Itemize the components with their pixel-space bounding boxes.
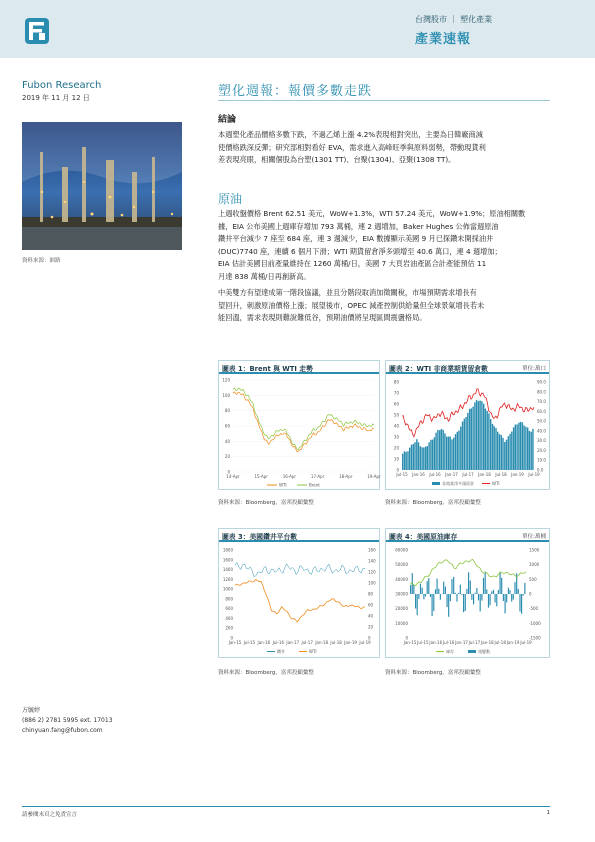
chart-2-bar: [504, 442, 505, 470]
chart-1-legend-wti: WTI: [279, 482, 287, 488]
chart-2-bar: [435, 433, 436, 470]
chart-2-bar: [423, 448, 424, 471]
chart-2-legend-wti: WTI: [492, 481, 500, 486]
chart-2-bar: [492, 424, 493, 470]
chart-4-bar: [524, 583, 525, 594]
chart-2-bar: [502, 438, 503, 470]
oil-paragraph-1: 上週收盤價格 Brent 62.51 美元，WoW+1.3%，WTI 57.24 美元，WoW+1.9%；原油相關數 據，EIA 公布美國上週庫存增加 793 萬桶，連 2 週增加，Baker Hughes 公佈當週原油 鑽井平台減少 7 座至 684 座，連 3 週減少，EIA 數據顯示美國 9 月已探鑽未開採油井 (DUC)7740 座，連續 6 個月下滑；WTI 期貨留倉淨多頭增至 40.6 萬口，連 4 週增加； EIA 估計美國目前產量維持在 1260 萬桶/日，美國 7 大頁岩油產區合計產能預估 11 月達 838 萬桶/日再創新高。: [218, 209, 526, 281]
chart-4-bar: [496, 594, 497, 606]
chart-2-bar: [518, 423, 519, 470]
chart-4-ytick-right: -1000: [529, 620, 541, 626]
chart-2-bar: [467, 413, 468, 470]
chart-4-bar: [417, 594, 418, 615]
chart-4-bar: [437, 579, 438, 594]
chart-2-bar: [516, 424, 517, 470]
chart-2-bar: [448, 437, 449, 470]
chart-2-legend-bar: 非商業淨多頭留倉: [442, 481, 474, 486]
chart-3-xtick: Jul-15: [243, 640, 256, 645]
chart-4-ytick-left: 30000: [395, 591, 408, 597]
analyst-name: 方毓婷: [22, 707, 41, 714]
chart-2-ytick-left: 30: [393, 434, 399, 440]
chart-4-xtick: Jan-18: [480, 640, 494, 645]
chart-4-bar: [481, 594, 482, 601]
chart-3-title: 圖表 3：美國鑽井平台數: [222, 533, 298, 541]
chart-2-bar: [444, 433, 445, 470]
refinery-photo: [22, 122, 182, 250]
chart-1-ytick: 80: [224, 408, 230, 414]
chart-4-bar: [470, 581, 471, 594]
chart-2-ytick-left: 20: [393, 445, 399, 451]
chart-2-bar: [490, 419, 491, 470]
chart-2-bar: [427, 446, 428, 470]
chart-2-bar: [483, 404, 484, 470]
chart-2-bar: [465, 417, 466, 470]
chart-4-ytick-left: 60000: [395, 547, 408, 553]
chart-4-bar: [415, 594, 416, 609]
chart-2-bar: [421, 447, 422, 470]
chart-2-xtick: Jul-18: [495, 472, 507, 477]
chart-4-bar: [483, 578, 484, 594]
chart-3-xtick: Jul-19: [359, 640, 371, 645]
report-date: 2019 年 11 月 12 日: [22, 94, 90, 102]
chart-4-ytick-right: -500: [529, 606, 539, 612]
disclaimer-note: 請參閱末頁之免責宣言: [22, 812, 78, 818]
chart-1-title: 圖表 1：Brent 與 WTI 走勢: [222, 365, 313, 373]
chart-2-bar: [457, 432, 458, 470]
chart-2-bar: [506, 440, 507, 470]
chart-4-ytick-left: 50000: [395, 562, 408, 568]
chart-4-bar: [461, 594, 462, 595]
chart-2-ytick-right: 20.0: [537, 447, 546, 453]
chart-4-xtick: Jan-17: [455, 640, 468, 645]
chart-2-bar: [469, 409, 470, 470]
chart-4-legend-inv: 庫存: [446, 649, 454, 654]
conclusion-heading: 結論: [218, 115, 237, 125]
chart-2-ytick-left: 70: [393, 390, 399, 396]
chart-4-xtick: Jul-17: [468, 640, 481, 645]
chart-2: [385, 360, 550, 490]
chart-4-bar: [511, 594, 512, 602]
chart-4-bar: [422, 588, 423, 594]
chart-4-bar: [473, 594, 474, 604]
chart-4-bar: [433, 594, 434, 611]
chart-4-ytick-right: -1500: [529, 635, 541, 641]
chart-2-bar: [527, 428, 528, 471]
chart-2-bar: [413, 444, 414, 470]
chart-2-bar: [474, 402, 475, 470]
chart-2-bar: [531, 432, 532, 470]
chart-4-bar: [500, 572, 501, 594]
chart-4-bar: [438, 589, 439, 594]
chart-4-bar: [443, 582, 444, 594]
chart-2-bar: [513, 427, 514, 470]
page-title: 塑化週報：報價多數走跌: [218, 84, 373, 99]
chart-2-ytick-left: 80: [393, 379, 399, 385]
chart-4-unit: 單位:萬桶: [522, 534, 546, 540]
chart-1-ytick: 120: [222, 377, 230, 383]
chart-2-ytick-right: 0.0: [537, 467, 544, 473]
chart-3: [218, 528, 380, 658]
chart-4-bar: [458, 593, 459, 594]
chart-4-ytick-right: 0: [529, 591, 532, 597]
chart-3-series-rigs: [235, 563, 365, 577]
chart-1-xtick: 14-Apr: [226, 474, 240, 479]
chart-2-bar: [446, 437, 447, 470]
chart-3-ytick-left: 200: [225, 625, 233, 631]
chart-2-bar: [478, 401, 479, 470]
chart-2-xtick: Jan-19: [511, 472, 524, 477]
chart-2-bar: [411, 445, 412, 470]
chart-2-xtick: Jul-16: [429, 472, 441, 477]
chart-1-xtick: 18-Apr: [339, 474, 353, 479]
chart-3-plot: [219, 544, 379, 658]
chart-4-bar: [471, 594, 472, 600]
chart-2-bar: [409, 448, 410, 470]
chart-4-bar: [468, 572, 469, 594]
chart-4-ytick-right: 500: [529, 576, 537, 582]
chart-2-bar: [476, 400, 477, 470]
chart-3-xtick: Jul-17: [301, 640, 313, 645]
chart-2-source: 資料來源：Bloomberg，富邦投顧彙整: [385, 500, 481, 506]
chart-1: [218, 360, 380, 490]
fubon-logo-icon: [22, 16, 52, 46]
chart-4-legend-chg-swatch: [468, 650, 476, 653]
analyst-email[interactable]: chinyuan.fang@fubon.com: [22, 727, 103, 734]
chart-2-bar: [509, 434, 510, 470]
chart-4-bar: [478, 594, 479, 600]
chart-4-xtick: Jul-18: [494, 640, 506, 645]
chart-3-ytick-right: 40: [368, 613, 374, 619]
chart-2-bar: [441, 429, 442, 470]
chart-1-xtick: 15-Apr: [254, 474, 268, 479]
chart-4-bar: [518, 589, 519, 594]
chart-4-xtick: Jan-16: [429, 640, 443, 645]
chart-4-bar: [493, 590, 494, 594]
chart-4-xtick: Jan-19: [506, 640, 520, 645]
chart-3-ytick-left: 400: [225, 615, 233, 621]
chart-1-xtick: 16-Apr: [282, 474, 297, 479]
chart-2-bar: [523, 426, 524, 471]
chart-4-bar: [503, 594, 504, 601]
analyst-phone: (886 2) 2781 5995 ext. 17013: [22, 717, 113, 724]
chart-2-bar: [430, 440, 431, 470]
chart-3-legend-rig: 鑽井: [277, 649, 285, 654]
chart-2-bar: [425, 447, 426, 470]
chart-3-ytick-left: 1600: [222, 557, 233, 563]
chart-2-bar: [532, 429, 533, 470]
chart-2-xtick: Jul-15: [396, 472, 408, 477]
chart-3-ytick-right: 60: [368, 602, 374, 608]
chart-4-bar: [506, 594, 507, 603]
chart-3-ytick-right: 0: [368, 635, 371, 641]
chart-4-ytick-left: 40000: [395, 576, 408, 582]
chart-1-series-brent: [233, 388, 374, 450]
chart-1-ytick: 40: [224, 438, 230, 444]
chart-2-ytick-right: 30.0: [537, 438, 546, 444]
chart-3-xtick: Jan-19: [344, 640, 357, 645]
chart-4-xtick: Jan-15: [403, 640, 417, 645]
chart-4-title: 圖表 4：美國原油庫存: [389, 533, 458, 541]
chart-3-xtick: Jan-17: [286, 640, 300, 645]
chart-3-xtick: Jan-16: [257, 640, 271, 645]
page-header: [0, 0, 595, 58]
chart-3-ytick-left: 1400: [222, 567, 233, 573]
chart-3-ytick-right: 120: [368, 569, 376, 575]
chart-4-bar: [440, 594, 441, 600]
chart-4-bar: [508, 588, 509, 594]
chart-4-bar: [501, 578, 502, 594]
chart-2-bar: [451, 440, 452, 471]
chart-4-ytick-right: 1000: [529, 562, 540, 568]
chart-2-bar: [443, 430, 444, 470]
chart-2-ytick-right: 10.0: [537, 457, 546, 463]
chart-2-bar: [487, 411, 488, 470]
chart-1-ytick: 100: [222, 392, 230, 398]
chart-3-ytick-right: 100: [368, 580, 376, 586]
chart-2-ytick-right: 80.0: [537, 389, 546, 395]
chart-4-bar: [425, 594, 426, 596]
chart-2-ytick-left: 50: [393, 412, 399, 418]
chart-3-ytick-right: 20: [368, 624, 374, 630]
chart-4-bar: [455, 593, 456, 594]
chart-4-bar: [509, 590, 510, 594]
chart-3-ytick-right: 160: [368, 547, 376, 553]
chart-4-ytick-right: 1500: [529, 547, 540, 553]
chart-3-ytick-left: 1800: [222, 547, 233, 553]
chart-4-bar: [514, 582, 515, 594]
chart-2-bar: [432, 440, 433, 470]
chart-4-bar: [475, 593, 476, 594]
chart-2-ytick-left: 10: [393, 456, 399, 462]
chart-4-bar: [448, 594, 449, 617]
chart-2-bar: [439, 430, 440, 470]
chart-2-bar: [471, 408, 472, 470]
chart-3-series-wti: [235, 580, 365, 623]
chart-4-bar: [463, 594, 464, 612]
chart-4-bar: [480, 594, 481, 611]
chart-4-bar: [486, 589, 487, 594]
chart-2-bar: [428, 442, 429, 470]
chart-4-bar: [435, 589, 436, 594]
chart-3-xtick: Jan-15: [228, 640, 242, 645]
chart-3-ytick-left: 0: [230, 635, 233, 641]
chart-4-plot: [386, 544, 549, 658]
chart-2-bar: [529, 431, 530, 470]
chart-2-bar: [434, 437, 435, 470]
chart-4-bar: [445, 587, 446, 594]
chart-2-xtick: Jul-19: [528, 472, 540, 477]
chart-2-bar: [488, 413, 489, 470]
chart-3-xtick: Jan-18: [315, 640, 329, 645]
chart-2-bar: [406, 452, 407, 470]
chart-2-xtick: Jan-18: [478, 472, 491, 477]
chart-4-bar: [519, 594, 520, 612]
header-tags: 台灣股市 ｜ 塑化產業: [415, 15, 493, 24]
chart-2-bar: [485, 409, 486, 470]
chart-3-ytick-right: 80: [368, 591, 374, 597]
conclusion-text: 本週塑化產品價格多數下跌，不過乙烯上漲 4.2%表現相對突出，主要為日韓廠商減 使價格跌深反彈；研究部相對看好 EVA，需求進入高峰旺季與原料弱勢，帶動現貨利 差表現亮眼，相關個股為台塑(1301 TT)、台聚(1304)、亞聚(1308 TT)。: [218, 130, 486, 164]
chart-3-xtick: Jul-18: [330, 640, 342, 645]
chart-4-bar: [450, 594, 451, 601]
chart-4-bar: [430, 594, 431, 597]
chart-3-source: 資料來源：Bloomberg，富邦投顧彙整: [218, 670, 314, 676]
title-divider: [218, 100, 550, 101]
chart-4-bar: [418, 594, 419, 599]
brand-name: Fubon Research: [22, 80, 102, 91]
chart-4-bar: [476, 588, 477, 594]
chart-2-bar: [481, 401, 482, 470]
chart-2-bar: [420, 446, 421, 470]
chart-4-ytick-left: 0: [405, 635, 408, 641]
chart-4-bar: [413, 585, 414, 594]
chart-4-ytick-left: 10000: [395, 620, 408, 626]
chart-3-legend-wti: WTI: [309, 649, 317, 654]
chart-2-bar: [462, 422, 463, 471]
chart-2-bar: [508, 436, 509, 470]
chart-2-bar: [515, 425, 516, 470]
chart-2-plot: [386, 376, 549, 490]
chart-4-bar: [491, 591, 492, 594]
page-number: 1: [546, 810, 550, 816]
chart-4-bar: [523, 594, 524, 596]
chart-4-bar: [490, 594, 491, 605]
chart-4-xtick: Jul-19: [520, 640, 532, 645]
chart-2-bar: [455, 434, 456, 470]
chart-2-bar: [501, 435, 502, 470]
chart-2-bar: [499, 434, 500, 470]
chart-2-ytick-right: 70.0: [537, 399, 546, 405]
chart-4-source: 資料來源：Bloomberg，富邦投顧彙整: [385, 670, 481, 676]
chart-2-ytick-left: 40: [393, 423, 399, 429]
chart-1-ytick: 20: [224, 454, 230, 460]
chart-3-ytick-left: 600: [225, 606, 233, 612]
chart-1-source: 資料來源：Bloomberg，富邦投顧彙整: [218, 500, 314, 506]
chart-2-bar: [494, 426, 495, 470]
chart-2-bar: [458, 431, 459, 471]
chart-2-bar: [511, 432, 512, 471]
oil-heading: 原油: [218, 192, 243, 206]
chart-2-ytick-right: 90.0: [537, 379, 546, 385]
chart-2-ytick-right: 60.0: [537, 408, 546, 414]
chart-1-legend-brent: Brent: [309, 482, 320, 488]
chart-4-bar: [428, 578, 429, 594]
chart-2-ytick-left: 60: [393, 401, 399, 407]
chart-2-unit: 單位:萬口: [522, 366, 546, 372]
chart-1-plot: [219, 376, 379, 490]
chart-4-bar: [427, 581, 428, 594]
chart-2-bar: [416, 439, 417, 470]
chart-2-bar: [464, 419, 465, 470]
photo-source: 資料來源：網路: [22, 258, 61, 264]
chart-2-bar: [460, 427, 461, 470]
chart-4-bar: [485, 572, 486, 594]
oil-paragraph-2: 中美雙方有望達成第一階段協議，並且分階段取消加徵關稅，市場預期需求增長有 望回升，刺激原油價格上漲；展望後市，OPEC 減產控制供給量但全球景氣增長若未 能回溫，需求表現則難說難低谷，預期油價將呈現區間震盪格局。: [218, 288, 485, 322]
chart-2-bar: [479, 401, 480, 471]
chart-2-xtick: Jul-17: [462, 472, 474, 477]
chart-4-bar: [495, 594, 496, 602]
chart-2-bar: [472, 407, 473, 470]
chart-2-bar: [495, 428, 496, 470]
chart-3-ytick-right: 140: [368, 558, 376, 564]
header-title: 產業速報: [415, 32, 472, 47]
chart-2-xtick: Jan-17: [445, 472, 458, 477]
chart-2-ytick-right: 40.0: [537, 428, 546, 434]
chart-4-bar: [456, 594, 457, 602]
chart-2-ytick-right: 50.0: [537, 418, 546, 424]
chart-2-xtick: Jan-16: [412, 472, 425, 477]
chart-2-bar: [418, 442, 419, 470]
chart-4-bar: [423, 594, 424, 599]
chart-4-bar: [465, 594, 466, 611]
chart-2-bar: [522, 422, 523, 470]
chart-3-xtick: Jul-16: [272, 640, 285, 645]
chart-4-xtick: Jul-16: [442, 640, 455, 645]
chart-4-bar: [521, 594, 522, 614]
chart-4-xtick: Jul-15: [417, 640, 429, 645]
chart-2-title: 圖表 2：WTI 非商業期貨留倉數: [389, 365, 488, 373]
chart-3-ytick-left: 800: [225, 596, 233, 602]
chart-2-bar: [414, 442, 415, 470]
chart-2-bar: [497, 432, 498, 470]
chart-4-bar: [498, 590, 499, 594]
chart-4-bar: [432, 594, 433, 616]
chart-2-bar: [450, 437, 451, 470]
chart-4-bar: [451, 579, 452, 594]
chart-2-bar: [404, 451, 405, 470]
chart-4-bar: [420, 584, 421, 594]
chart-1-ytick: 0: [227, 469, 230, 475]
chart-3-ytick-left: 1000: [222, 586, 233, 592]
chart-4: [385, 528, 550, 658]
chart-2-bar: [525, 427, 526, 470]
chart-2-bar: [437, 430, 438, 470]
chart-2-legend-bar-swatch: [432, 482, 440, 485]
chart-4-bar: [488, 594, 489, 608]
chart-4-legend-chg: 週變動: [478, 649, 490, 654]
chart-2-bar: [402, 454, 403, 470]
chart-1-xtick: 19-Apr: [367, 474, 381, 479]
chart-4-bar: [513, 594, 514, 600]
chart-4-bar: [410, 585, 411, 594]
analyst-contact: [22, 706, 113, 736]
chart-4-ytick-left: 20000: [395, 606, 408, 612]
chart-3-ytick-left: 1200: [222, 576, 233, 582]
chart-4-bar: [453, 577, 454, 594]
chart-1-ytick: 60: [224, 423, 230, 429]
footer-divider: [22, 806, 550, 807]
chart-4-bar: [447, 594, 448, 607]
chart-4-bar: [466, 589, 467, 594]
chart-2-bar: [453, 438, 454, 470]
chart-2-bar: [407, 451, 408, 470]
chart-1-series-wti: [233, 392, 374, 452]
chart-1-xtick: 17-Apr: [310, 474, 325, 479]
chart-4-bar: [460, 585, 461, 594]
chart-4-bar: [505, 594, 506, 613]
chart-2-ytick-left: 0: [396, 467, 399, 473]
chart-2-bar: [520, 422, 521, 470]
